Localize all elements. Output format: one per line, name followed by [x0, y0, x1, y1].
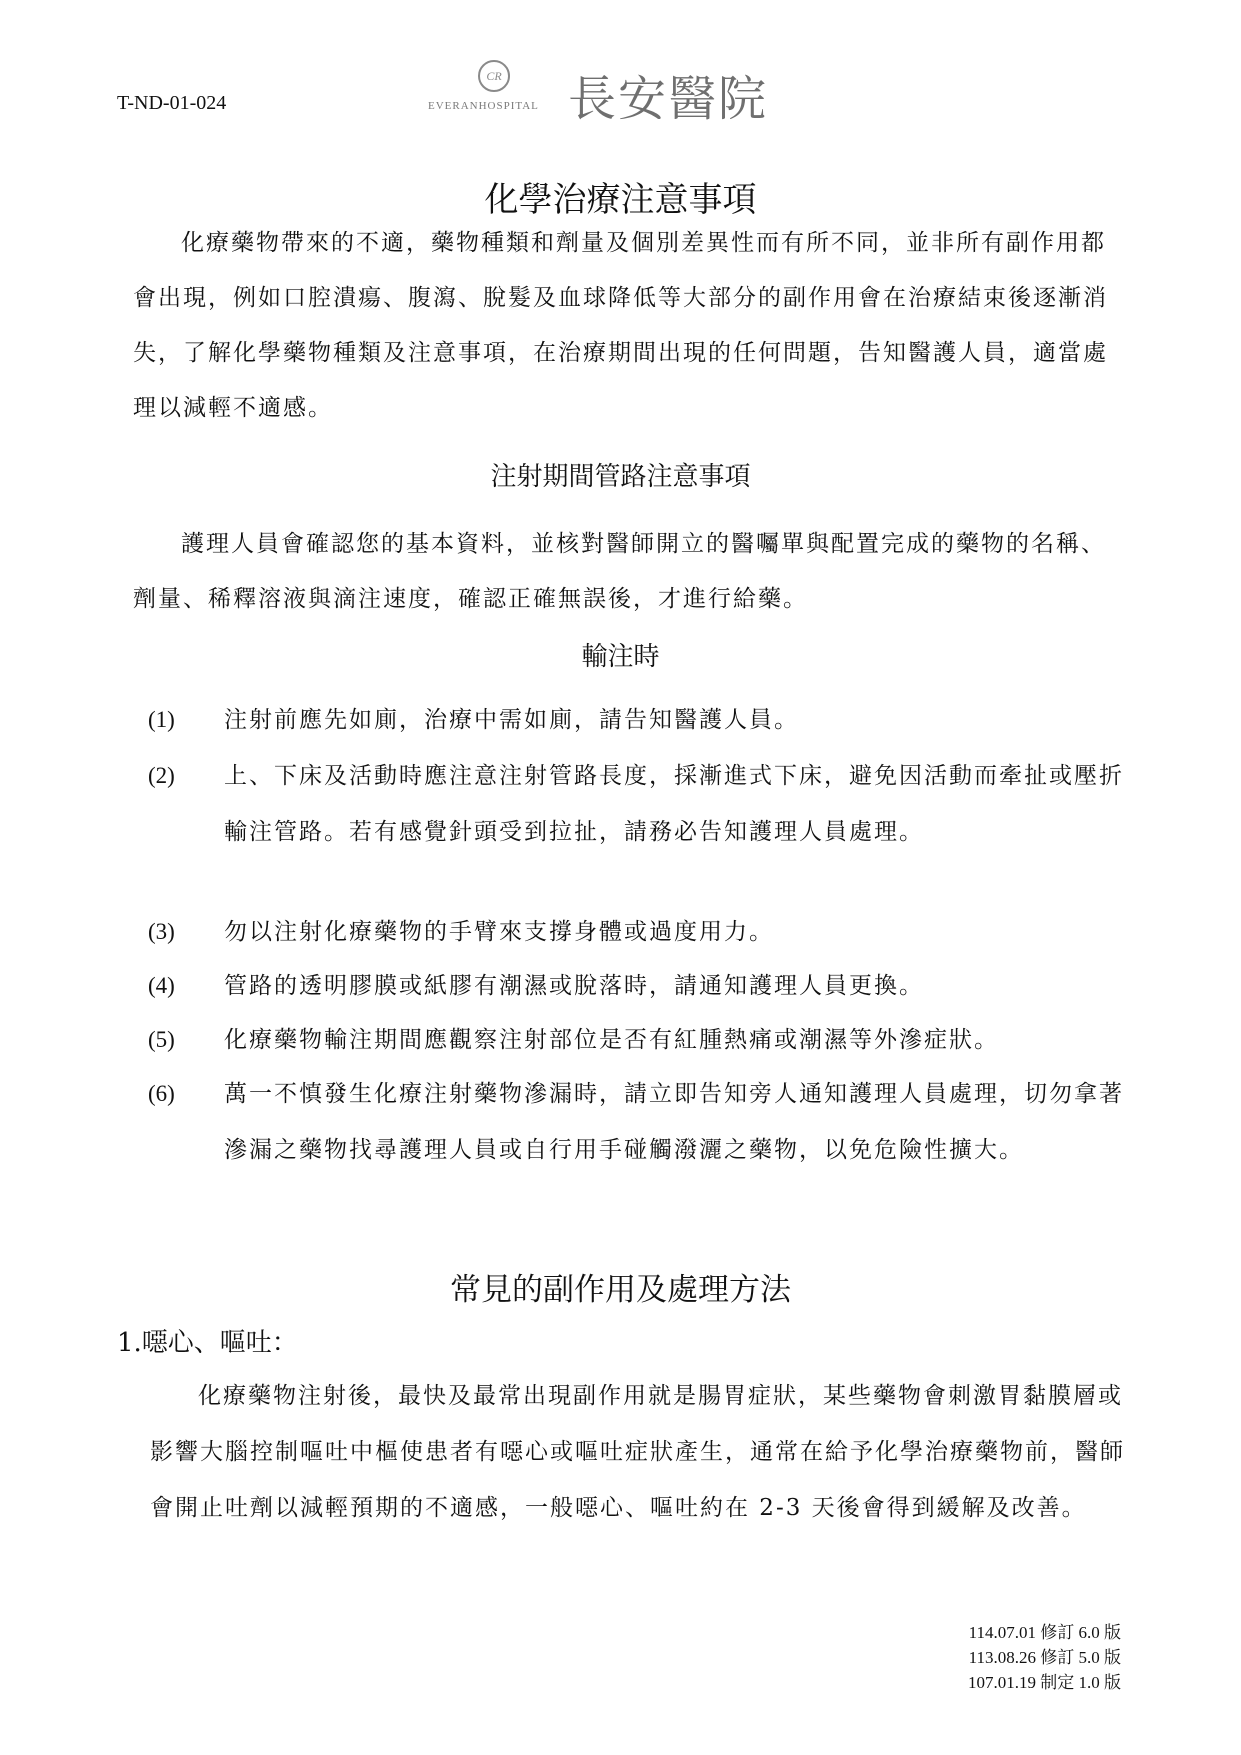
list-item-text: 上、下床及活動時應注意注射管路長度，採漸進式下床，避免因活動而牽扯或壓折輸注管路。若有感覺針頭受到拉扯，請務必告知護理人員處理。: [224, 763, 1124, 845]
list-item-number: (5): [148, 1027, 175, 1052]
hospital-logo: [428, 58, 828, 127]
list-item-text: 勿以注射化療藥物的手臂來支撐身體或過度用力。: [224, 919, 774, 945]
list-item-number: (6): [148, 1081, 175, 1106]
injection-paragraph: [133, 517, 1123, 627]
revision-line: 107.01.19 制定 1.0 版: [968, 1673, 1121, 1692]
logo-english-name: EVERANHOSPITAL: [428, 100, 539, 112]
list-item-text: 化療藥物輸注期間應觀察注射部位是否有紅腫熱痛或潮濕等外滲症狀。: [224, 1027, 999, 1053]
list-item-text: 管路的透明膠膜或紙膠有潮濕或脫落時，請通知護理人員更換。: [224, 973, 924, 999]
side-effects-heading: 常見的副作用及處理方法: [450, 1272, 791, 1308]
page-title: 化學治療注意事項: [484, 180, 757, 220]
list-item-number: (2): [148, 763, 175, 788]
list-item-number: (4): [148, 973, 175, 998]
injection-text: 護理人員會確認您的基本資料，並核對醫師開立的醫囑單與配置完成的藥物的名稱、劑量、稀釋溶液與滴注速度，確認正確無誤後，才進行給藥。: [133, 531, 1106, 612]
intro-paragraph: [133, 216, 1123, 436]
nausea-paragraph: [150, 1368, 1130, 1536]
nausea-text: 化療藥物注射後，最快及最常出現副作用就是腸胃症狀，某些藥物會刺激胃黏膜層或影響大腦控制嘔吐中樞使患者有噁心或嘔吐症狀產生，通常在給予化學治療藥物前，醫師會開止吐劑以減輕預期的不適感，一般噁心、嘔吐約在 2-3 天後會得到緩解及改善。: [150, 1383, 1125, 1521]
list-item-text: 注射前應先如廁，治療中需如廁，請告知醫護人員。: [224, 707, 799, 733]
revision-line: 114.07.01 修訂 6.0 版: [968, 1623, 1121, 1642]
revision-line: 113.08.26 修訂 5.0 版: [968, 1648, 1121, 1667]
nausea-subheading: 1.噁心、嘔吐：: [117, 1328, 298, 1358]
intro-text: 化療藥物帶來的不適，藥物種類和劑量及個別差異性而有所不同，並非所有副作用都會出現，例如口腔潰瘍、腹瀉、脫髮及血球降低等大部分的副作用會在治療結束後逐漸消失，了解化學藥物種類及注意事項，在治療期間出現的任何問題，告知醫護人員，適當處理以減輕不適感。: [133, 230, 1108, 421]
injection-section-heading: 注射期間管路注意事項: [490, 462, 751, 492]
list-item-number: (3): [148, 919, 175, 944]
document-code: T-ND-01-024: [117, 92, 227, 114]
list-item-number: (1): [148, 707, 175, 732]
list-item-text: 萬一不慎發生化療注射藥物滲漏時，請立即告知旁人通知護理人員處理，切勿拿著滲漏之藥物找尋護理人員或自行用手碰觸潑灑之藥物，以免危險性擴大。: [224, 1081, 1124, 1163]
logo-chinese-name: 長安醫院: [568, 71, 769, 127]
infusion-section-heading: 輸注時: [581, 642, 660, 672]
logo-emblem-icon: CR: [478, 60, 510, 92]
revision-history: [968, 1620, 1121, 1695]
